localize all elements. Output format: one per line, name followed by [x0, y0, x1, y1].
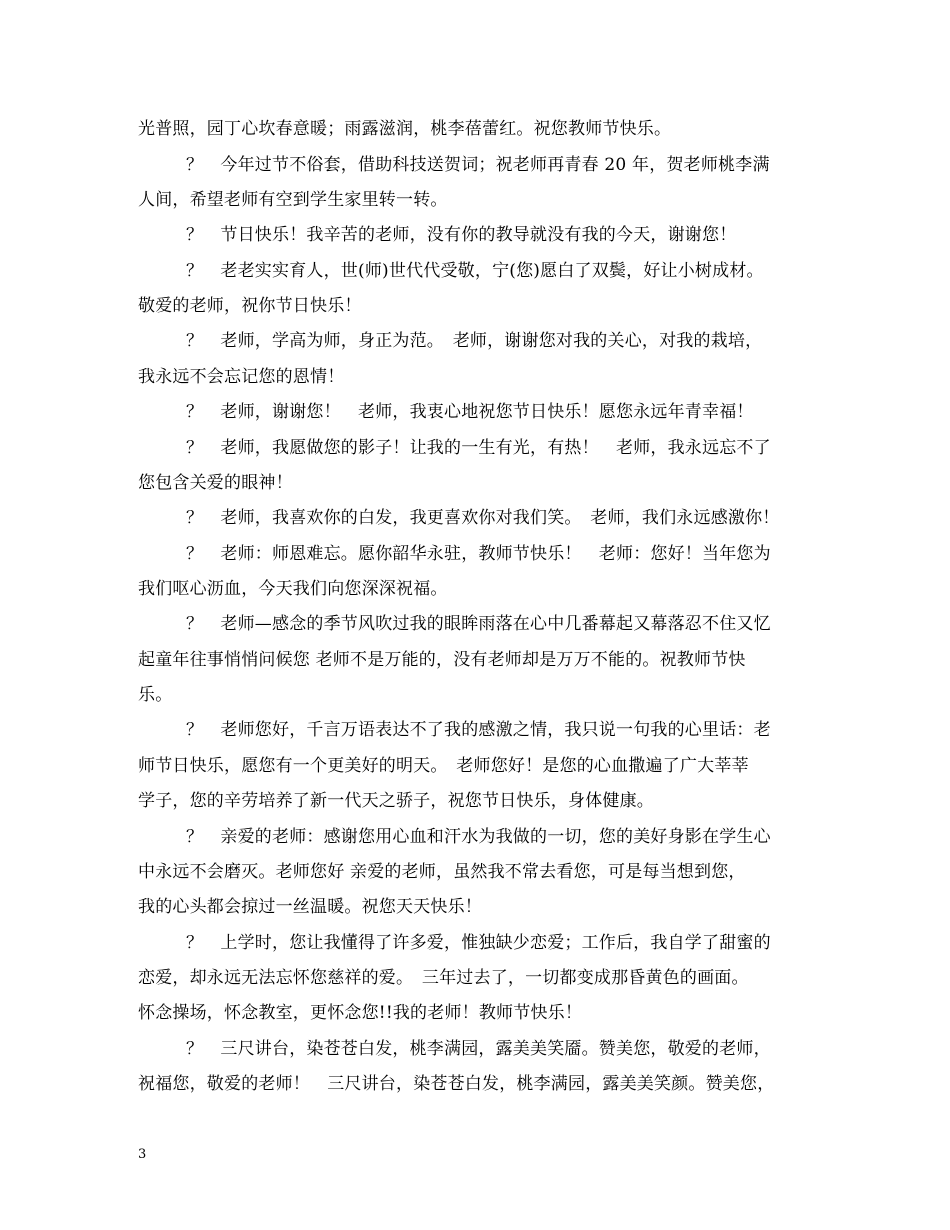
text-line: ？ 今年过节不俗套，借助科技送贺词；祝老师再青春 20 年，贺老师桃李满 — [186, 155, 770, 175]
text-line: 我永远不会忘记您的恩情！ — [138, 367, 345, 387]
text-line: 您包含关爱的眼神！ — [138, 473, 293, 493]
text-line: ？ 老师，我愿做您的影子！让我的一生有光，有热！ 老师，我永远忘不了 — [186, 438, 771, 458]
text-line: 我们呕心沥血，今天我们向您深深祝福。 — [138, 579, 448, 599]
text-line: 怀念操场，怀念教室，更怀念您!!我的老师！教师节快乐！ — [138, 1003, 583, 1023]
text-line: ？ 亲爱的老师：感谢您用心血和汗水为我做的一切，您的美好身影在学生心 — [186, 827, 771, 847]
text-line: 我的心头都会掠过一丝温暖。祝您天天快乐！ — [138, 897, 482, 917]
text-line: 中永远不会磨灭。老师您好 亲爱的老师，虽然我不常去看您，可是每当想到您， — [138, 862, 746, 882]
text-line: 祝福您，敬爱的老师！ 三尺讲台，染苍苍白发，桃李满园，露美美笑颜。赞美您， — [138, 1074, 775, 1094]
text-line: ？ 老师，学高为师，身正为范。 老师，谢谢您对我的关心，对我的栽培， — [186, 331, 763, 351]
text-line: 师节日快乐，愿您有一个更美好的明天。 老师您好！是您的心血撒遍了广大莘莘 — [138, 756, 749, 776]
text-line: ？ 节日快乐！我辛苦的老师，没有你的教导就没有我的今天，谢谢您！ — [186, 225, 737, 245]
text-line: ？ 上学时，您让我懂得了许多爱，惟独缺少恋爱；工作后，我自学了甜蜜的 — [186, 933, 771, 953]
text-line: 乐。 — [138, 685, 173, 705]
page-number: 3 — [138, 1147, 147, 1162]
text-line: 起童年往事悄悄问候您 老师不是万能的，没有老师却是万万不能的。祝教师节快 — [138, 650, 746, 670]
text-line: ？ 老师：师恩难忘。愿你韶华永驻，教师节快乐！ 老师：您好！当年您为 — [186, 544, 771, 564]
text-line: ？ 老师—感念的季节风吹过我的眼眸雨落在心中几番幕起又幕落忍不住又忆 — [186, 614, 771, 634]
text-line: ？ 老师，我喜欢你的白发，我更喜欢你对我们笑。 老师，我们永远感激你！ — [186, 508, 780, 528]
text-line: 光普照，园丁心坎春意暖；雨露滋润，桃李蓓蕾红。祝您教师节快乐。 — [138, 119, 672, 139]
text-line: ？ 老师，谢谢您！ 老师，我衷心地祝您节日快乐！愿您永远年青幸福！ — [186, 402, 754, 422]
text-line: ？ 三尺讲台，染苍苍白发，桃李满园，露美美笑靥。赞美您，敬爱的老师， — [186, 1039, 771, 1059]
text-line: ？ 老老实实育人，世(师)世代代受敬，宁(您)愿白了双鬓，好让小树成材。 — [186, 261, 764, 281]
text-line: ？ 老师您好，千言万语表达不了我的感激之情，我只说一句我的心里话：老 — [186, 720, 771, 740]
text-line: 敬爱的老师，祝你节日快乐！ — [138, 296, 362, 316]
text-line: 学子，您的辛劳培养了新一代天之骄子，祝您节日快乐，身体健康。 — [138, 791, 654, 811]
text-line: 恋爱，却永远无法忘怀您慈祥的爱。 三年过去了，一切都变成那昏黄色的画面。 — [138, 968, 749, 988]
text-line: 人间，希望老师有空到学生家里转一转。 — [138, 190, 448, 210]
